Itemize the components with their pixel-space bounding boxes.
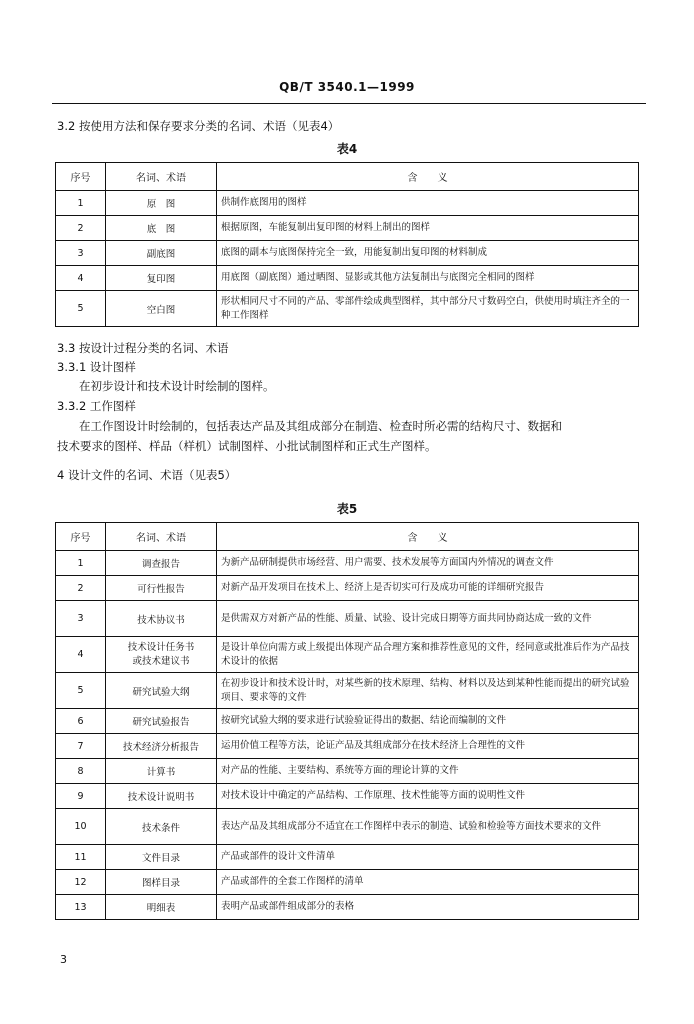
row-no: 4 bbox=[56, 637, 106, 673]
row-no: 13 bbox=[56, 895, 106, 920]
row-term: 原 图 bbox=[106, 191, 217, 216]
section-3-3-2-body-line-1: 在工作图设计时绘制的，包括表达产品及其组成部分在制造、检查时所必需的结构尺寸、数据和 bbox=[79, 419, 562, 433]
row-term: 空白图 bbox=[106, 291, 217, 327]
row-term: 可行性报告 bbox=[106, 576, 217, 601]
row-no: 6 bbox=[56, 709, 106, 734]
table-4-caption: 表4 bbox=[336, 142, 358, 156]
section-3-2-heading: 3.2 按使用方法和保存要求分类的名词、术语（见表4） bbox=[57, 119, 340, 133]
row-no: 3 bbox=[56, 601, 106, 637]
row-term: 复印图 bbox=[106, 266, 217, 291]
row-no: 11 bbox=[56, 845, 106, 870]
header-rule bbox=[52, 103, 646, 104]
row-no: 4 bbox=[56, 266, 106, 291]
row-meaning: 是设计单位向需方或上级提出体现产品合理方案和推荐性意见的文件，经同意或批准后作为产品技术设计的依据 bbox=[217, 637, 639, 673]
row-meaning: 形状相同尺寸不同的产品、零部件绘成典型图样，其中部分尺寸数码空白，供使用时填注齐全的一种工作图样 bbox=[217, 291, 639, 327]
row-term: 明细表 bbox=[106, 895, 217, 920]
row-meaning: 产品或部件的全套工作图样的清单 bbox=[217, 870, 639, 895]
table-row bbox=[56, 895, 639, 920]
row-meaning: 表达产品及其组成部分不适宜在工作图样中表示的制造、试验和检验等方面技术要求的文件 bbox=[217, 809, 639, 845]
section-3-3-1-heading: 3.3.1 设计图样 bbox=[57, 360, 136, 374]
row-meaning: 对产品的性能、主要结构、系统等方面的理论计算的文件 bbox=[217, 759, 639, 784]
row-term: 调查报告 bbox=[106, 551, 217, 576]
table-row bbox=[56, 637, 639, 673]
row-term: 计算书 bbox=[106, 759, 217, 784]
row-no: 10 bbox=[56, 809, 106, 845]
standard-code-header: QB/T 3540.1—1999 bbox=[279, 80, 415, 94]
table-5-caption: 表5 bbox=[336, 502, 358, 516]
row-meaning: 供制作底图用的图样 bbox=[217, 191, 639, 216]
col-header-no: 序号 bbox=[56, 163, 106, 191]
row-meaning: 表明产品或部件组成部分的表格 bbox=[217, 895, 639, 920]
col-header-meaning: 含 义 bbox=[217, 523, 639, 551]
row-meaning: 按研究试验大纲的要求进行试验验证得出的数据、结论而编制的文件 bbox=[217, 709, 639, 734]
table-4 bbox=[55, 162, 639, 327]
row-term: 副底图 bbox=[106, 241, 217, 266]
col-header-term: 名词、术语 bbox=[106, 163, 217, 191]
table-row bbox=[56, 216, 639, 241]
table-row bbox=[56, 734, 639, 759]
section-3-3-2-body-line-2: 技术要求的图样、样品（样机）试制图样、小批试制图样和正式生产图样。 bbox=[57, 439, 437, 453]
table-row bbox=[56, 809, 639, 845]
row-meaning: 对技术设计中确定的产品结构、工作原理、技术性能等方面的说明性文件 bbox=[217, 784, 639, 809]
table-row bbox=[56, 709, 639, 734]
row-no: 2 bbox=[56, 576, 106, 601]
row-term: 图样目录 bbox=[106, 870, 217, 895]
row-no: 1 bbox=[56, 551, 106, 576]
table-5 bbox=[55, 522, 639, 920]
row-no: 9 bbox=[56, 784, 106, 809]
table-row bbox=[56, 845, 639, 870]
row-meaning: 底图的副本与底图保持完全一致，用能复制出复印图的材料制成 bbox=[217, 241, 639, 266]
row-term: 研究试验报告 bbox=[106, 709, 217, 734]
section-4-heading: 4 设计文件的名词、术语（见表5） bbox=[57, 468, 237, 482]
row-meaning: 根据原图，车能复制出复印图的材料上制出的图样 bbox=[217, 216, 639, 241]
row-no: 5 bbox=[56, 673, 106, 709]
row-meaning: 在初步设计和技术设计时，对某些新的技术原理、结构、材料以及达到某种性能而提出的研究试验项目、要求等的文件 bbox=[217, 673, 639, 709]
row-no: 12 bbox=[56, 870, 106, 895]
col-header-term: 名词、术语 bbox=[106, 523, 217, 551]
row-meaning: 产品或部件的设计文件清单 bbox=[217, 845, 639, 870]
row-no: 5 bbox=[56, 291, 106, 327]
table-row bbox=[56, 784, 639, 809]
table-row bbox=[56, 266, 639, 291]
row-term: 技术条件 bbox=[106, 809, 217, 845]
section-3-3-heading: 3.3 按设计过程分类的名词、术语 bbox=[57, 341, 229, 355]
row-meaning: 是供需双方对新产品的性能、质量、试验、设计完成日期等方面共同协商达成一致的文件 bbox=[217, 601, 639, 637]
table-row bbox=[56, 759, 639, 784]
table-row bbox=[56, 576, 639, 601]
section-3-3-1-body: 在初步设计和技术设计时绘制的图样。 bbox=[79, 379, 275, 393]
table-row bbox=[56, 870, 639, 895]
table-row bbox=[56, 601, 639, 637]
row-no: 2 bbox=[56, 216, 106, 241]
row-term: 文件目录 bbox=[106, 845, 217, 870]
row-meaning: 对新产品开发项目在技术上、经济上是否切实可行及成功可能的详细研究报告 bbox=[217, 576, 639, 601]
row-term: 技术设计任务书 或技术建议书 bbox=[106, 637, 217, 673]
table-row bbox=[56, 291, 639, 327]
page-number: 3 bbox=[60, 953, 67, 966]
row-no: 7 bbox=[56, 734, 106, 759]
row-term: 技术协议书 bbox=[106, 601, 217, 637]
row-no: 3 bbox=[56, 241, 106, 266]
row-meaning: 运用价值工程等方法，论证产品及其组成部分在技术经济上合理性的文件 bbox=[217, 734, 639, 759]
table-4-header-row bbox=[56, 163, 639, 191]
table-row bbox=[56, 191, 639, 216]
row-meaning: 用底图（副底图）通过晒图、显影或其他方法复制出与底图完全相同的图样 bbox=[217, 266, 639, 291]
col-header-no: 序号 bbox=[56, 523, 106, 551]
row-term: 技术设计说明书 bbox=[106, 784, 217, 809]
row-term: 技术经济分析报告 bbox=[106, 734, 217, 759]
row-term: 底 图 bbox=[106, 216, 217, 241]
row-meaning: 为新产品研制提供市场经营、用户需要、技术发展等方面国内外情况的调查文件 bbox=[217, 551, 639, 576]
section-3-3-2-heading: 3.3.2 工作图样 bbox=[57, 399, 136, 413]
row-no: 1 bbox=[56, 191, 106, 216]
col-header-meaning: 含 义 bbox=[217, 163, 639, 191]
table-row bbox=[56, 241, 639, 266]
table-row bbox=[56, 551, 639, 576]
row-no: 8 bbox=[56, 759, 106, 784]
table-row bbox=[56, 673, 639, 709]
table-5-header-row bbox=[56, 523, 639, 551]
row-term: 研究试验大纲 bbox=[106, 673, 217, 709]
